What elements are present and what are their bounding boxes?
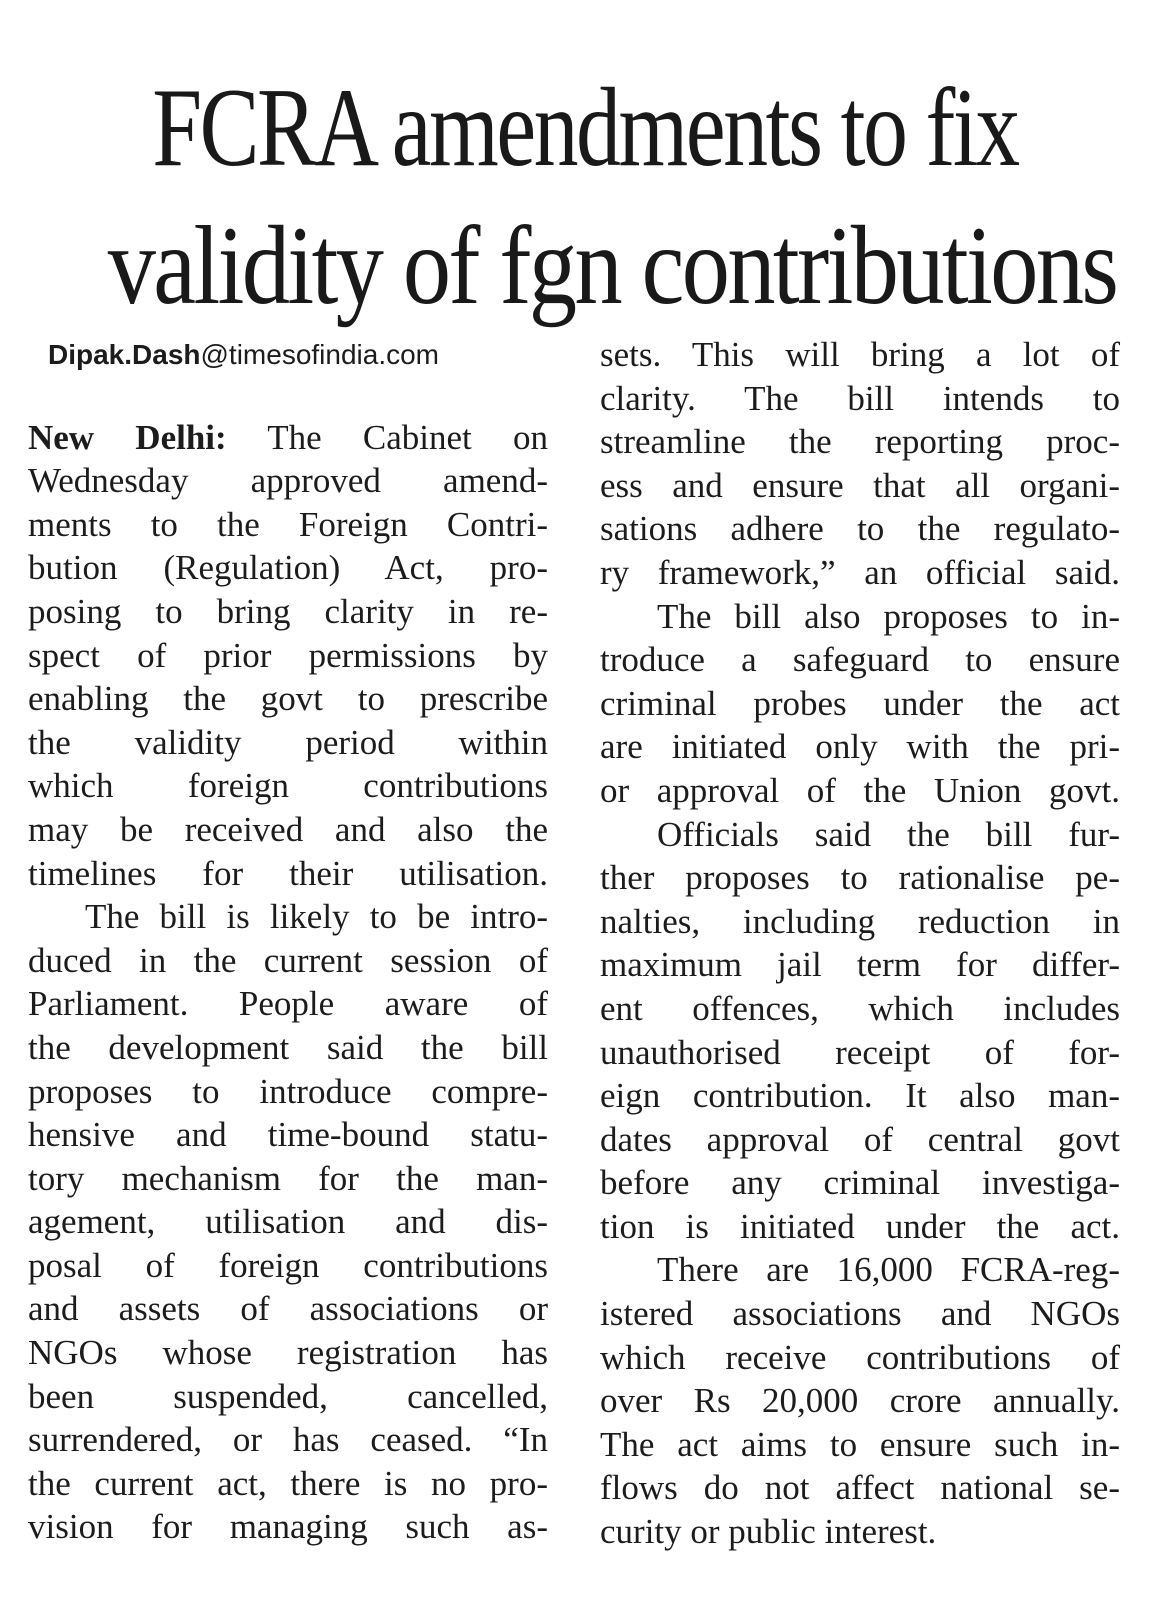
- article-line: proposes to introduce compre-: [28, 1071, 548, 1111]
- article-line: the validity period within: [28, 722, 548, 762]
- article-line: posal of foreign contributions: [28, 1245, 548, 1285]
- article-line: streamline the reporting proc-: [600, 422, 1120, 462]
- article-line: sets. This will bring a lot of: [600, 335, 1120, 374]
- article-line: Parliament. People aware of: [28, 984, 548, 1024]
- article-line: [28, 416, 548, 460]
- headline-line-1: FCRA amendments to fix: [152, 66, 1018, 190]
- article-line: Wednesday approved amend-: [28, 461, 548, 501]
- article-line: ess and ensure that all organi-: [600, 465, 1120, 505]
- article-line: eign contribution. It also man-: [600, 1076, 1120, 1116]
- article-line: sations adhere to the regulato-: [600, 509, 1120, 549]
- article-line: spect of prior permissions by: [28, 635, 548, 675]
- article-line: There are 16,000 FCRA-reg-: [657, 1250, 1120, 1290]
- article-line: The bill also proposes to in-: [657, 596, 1120, 636]
- article-line: posing to bring clarity in re-: [28, 591, 548, 631]
- article-line-text: The Cabinet on: [267, 417, 548, 457]
- article-line: before any criminal investiga-: [600, 1163, 1120, 1203]
- article-line: vision for managing such as-: [28, 1507, 548, 1547]
- article-line: hensive and time-bound statu-: [28, 1115, 548, 1155]
- dateline: New Delhi:: [28, 417, 227, 457]
- article-line: and assets of associations or: [28, 1289, 548, 1329]
- article-line: ry framework,” an official said.: [600, 552, 1120, 592]
- article-line: curity or public interest.: [600, 1512, 937, 1552]
- article-line: surrendered, or has ceased. “In: [28, 1420, 548, 1460]
- article-line: the current act, there is no pro-: [28, 1463, 548, 1503]
- article-line: timelines for their utilisation.: [28, 853, 548, 893]
- byline-domain: @timesofindia.com: [200, 339, 440, 370]
- article-line: istered associations and NGOs: [600, 1294, 1120, 1334]
- article-line: duced in the current session of: [28, 940, 548, 980]
- article-line: dates approval of central govt: [600, 1119, 1120, 1159]
- article-line: unauthorised receipt of for-: [600, 1032, 1120, 1072]
- article-line: are initiated only with the pri-: [600, 727, 1120, 767]
- article-line: tion is initiated under the act.: [600, 1206, 1120, 1246]
- article-line: bution (Regulation) Act, pro-: [28, 548, 548, 588]
- article-line: troduce a safeguard to ensure: [600, 640, 1120, 680]
- article-line: NGOs whose registration has: [28, 1333, 548, 1373]
- article-line: Officials said the bill fur-: [657, 814, 1120, 854]
- article-line: ther proposes to rationalise pe-: [600, 858, 1120, 898]
- article-line: over Rs 20,000 crore annually.: [600, 1381, 1120, 1421]
- article-line: maximum jail term for differ-: [600, 945, 1120, 985]
- article-line: The act aims to ensure such in-: [600, 1424, 1120, 1464]
- article-line: the development said the bill: [28, 1027, 548, 1067]
- article-column-left: [28, 333, 548, 1549]
- article-line: or approval of the Union govt.: [600, 770, 1120, 810]
- article-line: criminal probes under the act: [600, 683, 1120, 723]
- article-line: flows do not affect national se-: [600, 1468, 1120, 1508]
- byline: [48, 333, 548, 377]
- article-line: which foreign contributions: [28, 766, 548, 806]
- article-line: nalties, including reduction in: [600, 901, 1120, 941]
- headline-line-2: validity of fgn contributions: [107, 204, 1117, 328]
- article-line: tory mechanism for the man-: [28, 1158, 548, 1198]
- article-column-right: [600, 333, 1120, 1554]
- article-line: enabling the govt to prescribe: [28, 679, 548, 719]
- article-line: agement, utilisation and dis-: [28, 1202, 548, 1242]
- byline-author: Dipak.Dash: [48, 339, 201, 370]
- article-line: The bill is likely to be intro-: [85, 897, 548, 937]
- article-line: ent offences, which includes: [600, 988, 1120, 1028]
- article-line: which receive contributions of: [600, 1337, 1120, 1377]
- article-line: ments to the Foreign Contri-: [28, 504, 548, 544]
- article-line: been suspended, cancelled,: [28, 1376, 548, 1416]
- article-line: may be received and also the: [28, 809, 548, 849]
- article-line: clarity. The bill intends to: [600, 378, 1120, 418]
